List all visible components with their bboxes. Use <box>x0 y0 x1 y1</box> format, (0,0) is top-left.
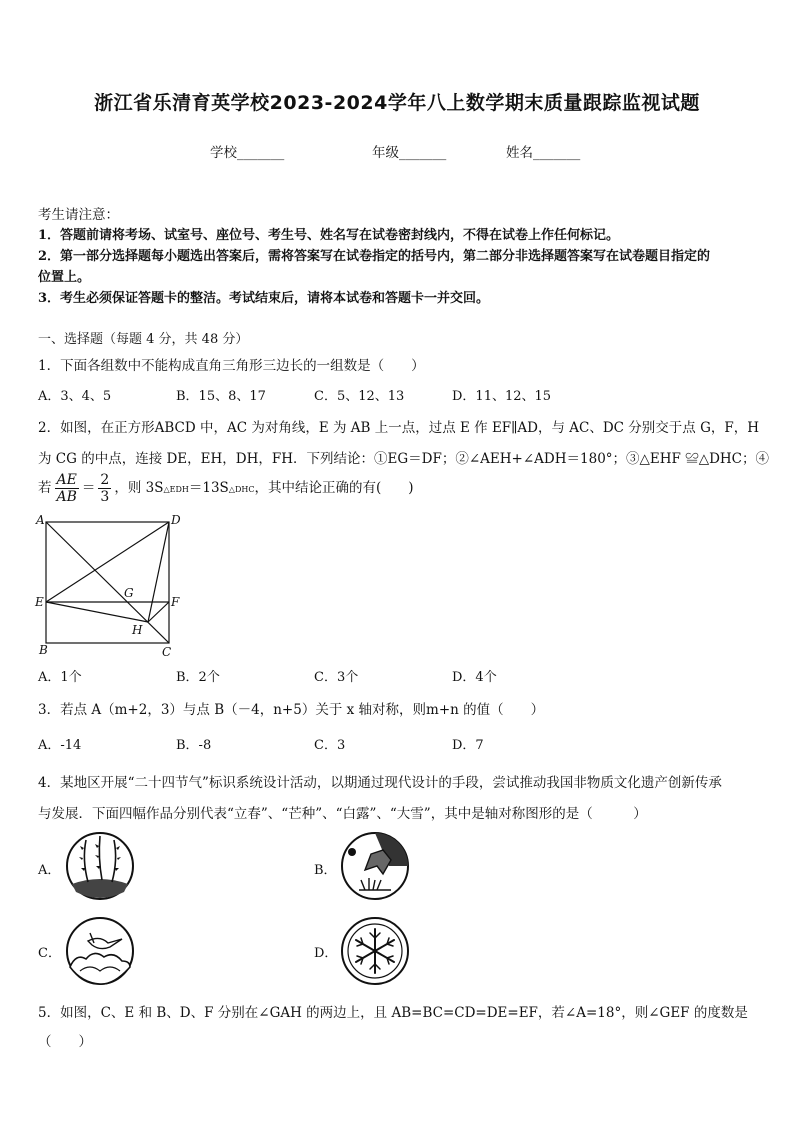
q4-label-c: C． <box>38 946 61 961</box>
q3-option-a: A．-14 <box>38 738 82 753</box>
q2-mid: ，则 3S <box>114 480 164 496</box>
subscript-dhc: △DHC <box>228 485 255 494</box>
question-2-formula-line <box>38 472 414 505</box>
diagonal-ac <box>46 522 169 643</box>
q2-option-b: B．2个 <box>176 670 220 685</box>
q1-option-a: A．3、4、5 <box>38 389 112 404</box>
grade-field: 年级_______ <box>372 145 447 161</box>
q2-option-d: D．4个 <box>452 670 497 685</box>
q2-option-c: C．3个 <box>314 670 359 685</box>
q3-option-d: D．7 <box>452 738 484 753</box>
segment-eh <box>46 602 148 622</box>
bailu-emblem-icon <box>64 915 136 987</box>
question-5-line: （ ） <box>38 1034 92 1050</box>
label-h: H <box>132 623 143 637</box>
notice-item: 1．答题前请将考场、试室号、座位号、考生号、姓名写在试卷密封线内，不得在试卷上作任何标记。 <box>38 228 620 243</box>
question-1-stem: 1．下面各组数中不能构成直角三角形三边长的一组数是（ ） <box>38 358 425 374</box>
name-field: 姓名_______ <box>506 145 581 161</box>
q4-label-a: A． <box>38 863 61 878</box>
notice-item: 2．第一部分选择题每小题选出答案后，需将答案写在试卷指定的括号内，第二部分非选择题答案写在试卷题目指定的 <box>38 249 711 264</box>
notice-heading: 考生请注意： <box>38 207 119 223</box>
question-5-line: 5．如图，C、E 和 B、D、F 分别在∠GAH 的两边上，且 AB=BC=CD=DE=EF，若∠A=18°，则∠GEF 的度数是 <box>38 1005 748 1021</box>
frac-numerator: 2 <box>100 472 110 488</box>
q2-option-a: A．1个 <box>38 670 82 685</box>
fraction-ae-ab <box>55 472 79 505</box>
label-f: F <box>171 595 180 609</box>
q1-option-d: D．11、12、15 <box>452 389 552 404</box>
frac-denominator: 3 <box>100 489 110 505</box>
frac-numerator: AE <box>55 472 79 489</box>
square-geometry-figure <box>34 512 184 660</box>
fraction-two-thirds <box>98 472 111 505</box>
label-g: G <box>124 586 134 600</box>
question-4-line: 与发展．下面四幅作品分别代表“立春”、“芒种”、“白露”、“大雪”，其中是轴对称图形的是（ ） <box>38 806 647 822</box>
notice-item: 位置上。 <box>38 270 91 285</box>
q4-label-d: D． <box>314 946 338 961</box>
frac-denominator: AB <box>56 489 77 505</box>
segment-de <box>46 522 169 602</box>
question-2-line: 为 CG 的中点，连接 DE，EH，DH，FH．下列结论：①EG＝DF；②∠AEH+∠ADH＝180°；③△EHF ≌△DHC；④ <box>38 451 770 467</box>
segment-dh <box>148 522 169 622</box>
question-4-line: 4．某地区开展“二十四节气”标识系统设计活动，以期通过现代设计的手段，尝试推动我国非物质文化遗产创新传承 <box>38 775 722 791</box>
q3-option-c: C．3 <box>314 738 346 753</box>
q1-option-b: B．15、8、17 <box>176 389 266 404</box>
daxue-snowflake-icon <box>339 915 411 987</box>
section-heading: 一、选择题（每题 4 分，共 48 分） <box>38 332 249 347</box>
q2-mid2: ＝13S <box>188 480 229 496</box>
page-title: 浙江省乐清育英学校2023-2024学年八上数学期末质量跟踪监视试题 <box>94 92 700 114</box>
q4-label-b: B． <box>314 863 337 878</box>
subscript-edh: △EDH <box>163 485 189 494</box>
label-e: E <box>35 595 44 609</box>
label-a: A <box>36 513 45 527</box>
label-b: B <box>39 643 48 657</box>
mangzhong-emblem-icon <box>339 830 411 902</box>
q2-suffix: ，其中结论正确的有( ) <box>254 480 414 496</box>
q1-option-c: C．5、12、13 <box>314 389 405 404</box>
q2-prefix: 若 <box>38 480 52 496</box>
question-2-line: 2．如图，在正方形ABCD 中，AC 为对角线，E 为 AB 上一点，过点 E 作 EF∥AD，与 AC、DC 分别交于点 G，F，H <box>38 420 760 436</box>
equals-sign: ＝ <box>81 480 96 496</box>
lichun-emblem-icon <box>64 830 136 902</box>
q3-option-b: B．-8 <box>176 738 212 753</box>
notice-item: 3．考生必须保证答题卡的整洁。考试结束后，请将本试卷和答题卡一并交回。 <box>38 291 490 306</box>
label-c: C <box>162 645 172 659</box>
label-d: D <box>171 513 181 527</box>
question-3-stem: 3．若点 A（m+2，3）与点 B（－4，n+5）关于 x 轴对称，则m+n 的值（ ） <box>38 702 545 718</box>
school-field: 学校_______ <box>210 145 285 161</box>
